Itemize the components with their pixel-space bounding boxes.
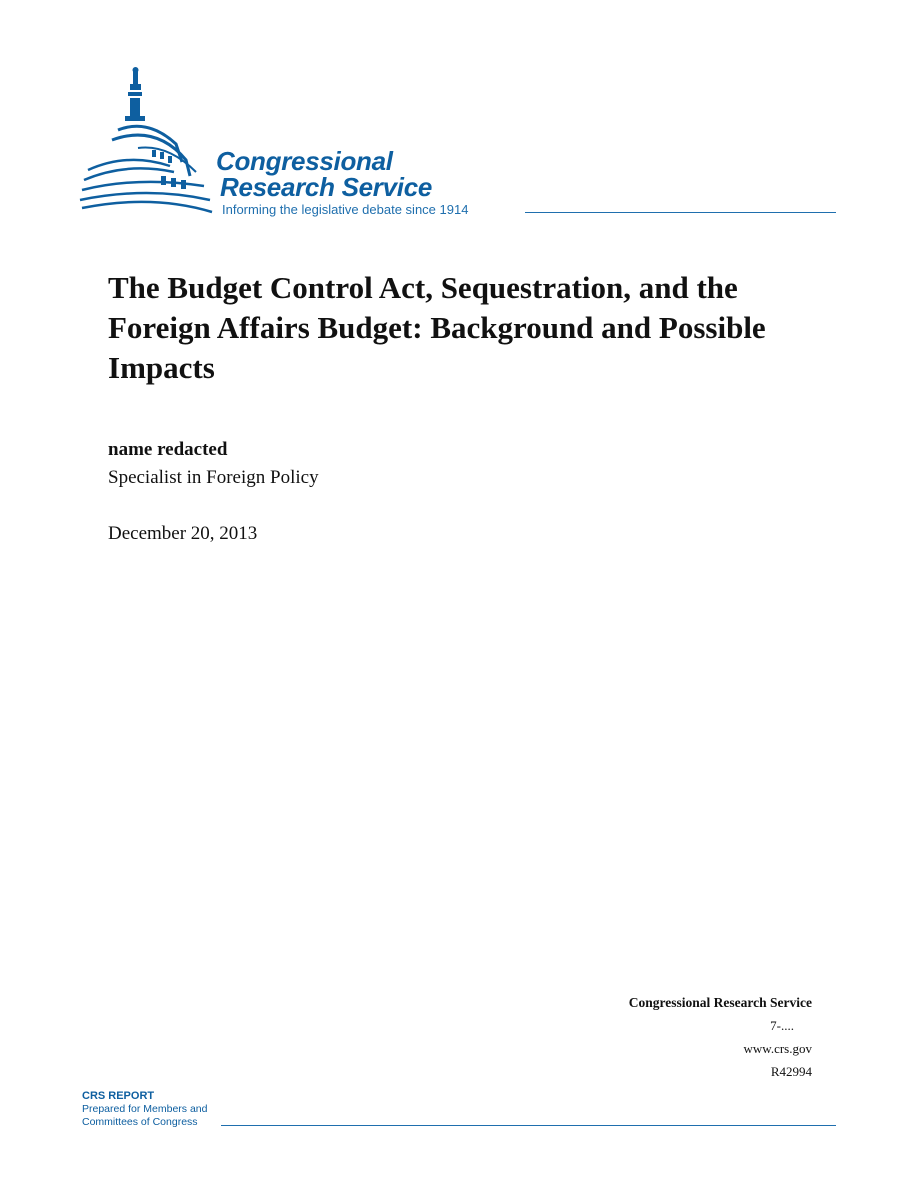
footer-line-1: Prepared for Members and: [82, 1103, 208, 1115]
report-title: The Budget Control Act, Sequestration, and the Foreign Affairs Budget: Background and Possible Impacts: [108, 270, 766, 385]
author-name: name redacted: [108, 439, 228, 460]
brand-tagline: Informing the legislative debate since 1914: [222, 202, 469, 217]
footer-line-2: Committees of Congress: [82, 1116, 198, 1128]
footer: [82, 1090, 207, 1129]
report-date: December 20, 2013: [108, 523, 258, 544]
footer-label: CRS REPORT: [82, 1090, 155, 1102]
brand-name-line-1: Congressional: [216, 146, 393, 176]
author-role: Specialist in Foreign Policy: [108, 467, 319, 488]
capitol-dome-icon: [78, 66, 218, 226]
publisher-website: www.crs.gov: [743, 1041, 812, 1056]
brand-name-line-2: Research Service: [220, 172, 433, 202]
publisher-number: 7-....: [770, 1018, 794, 1033]
publisher-block: [629, 991, 812, 1083]
header-rule: [525, 212, 836, 213]
report-id: R42994: [770, 1064, 812, 1079]
footer-rule: [221, 1125, 836, 1126]
crs-logo: [78, 66, 838, 226]
publisher-org: Congressional Research Service: [628, 995, 812, 1010]
